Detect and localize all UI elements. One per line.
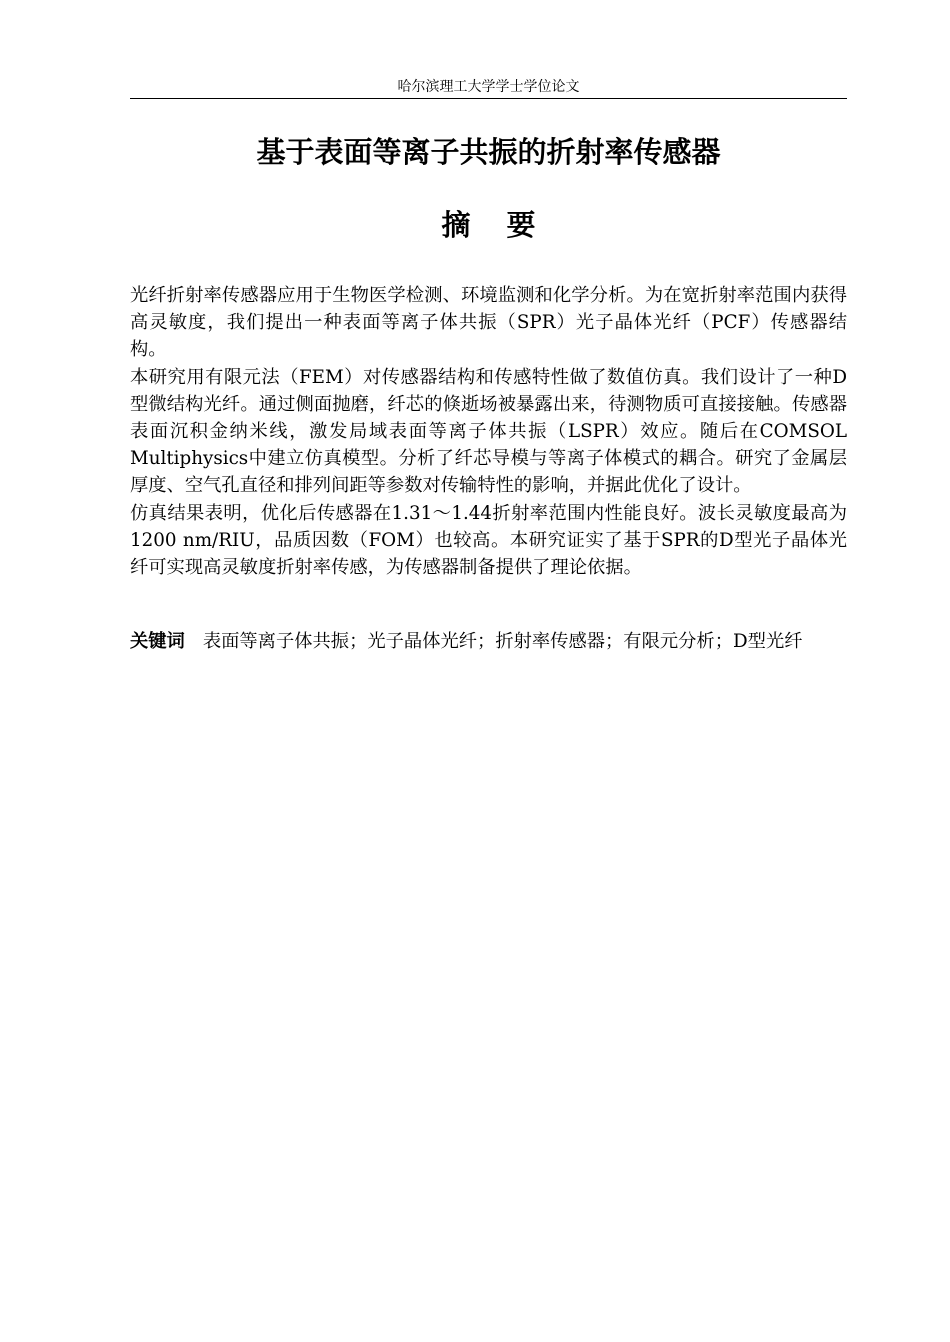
thesis-title: 基于表面等离子共振的折射率传感器: [256, 135, 721, 169]
keywords-label: 关键词: [130, 631, 185, 652]
running-header: 哈尔滨理工大学学士学位论文: [397, 79, 580, 95]
abstract-heading: 摘要: [441, 208, 572, 242]
abstract-paragraph: 光纤折射率传感器应用于生物医学检测、环境监测和化学分析。为在宽折射率范围内获得高灵敏度，我们提出一种表面等离子体共振（SPR）光子晶体光纤（PCF）传感器结构。: [130, 285, 847, 361]
abstract-paragraph: 仿真结果表明，优化后传感器在1.31～1.44折射率范围内性能良好。波长灵敏度最高为1200 nm/RIU，品质因数（FOM）也较高。本研究证实了基于SPR的D型光子晶体光纤可实现高灵敏度折射率传感，为传感器制备提供了理论依据。: [130, 502, 847, 579]
header-divider: [130, 98, 847, 99]
keywords-text: 表面等离子体共振；光子晶体光纤；折射率传感器；有限元分析；D型光纤: [202, 631, 803, 652]
abstract-paragraph: 本研究用有限元法（FEM）对传感器结构和传感特性做了数值仿真。我们设计了一种D型微结构光纤。通过侧面抛磨，纤芯的倏逝场被暴露出来，待测物质可直接接触。传感器表面沉积金纳米线，激发局域表面等离子体共振（LSPR）效应。随后在COMSOL Multiphysics中建立仿真模型。分析了纤芯导模与等离子体模式的耦合。研究了金属层厚度、空气孔直径和排列间距等参数对传输特性的影响，并据此优化了设计。: [130, 366, 847, 497]
abstract-body: [130, 282, 847, 581]
keywords-section: [130, 630, 860, 654]
